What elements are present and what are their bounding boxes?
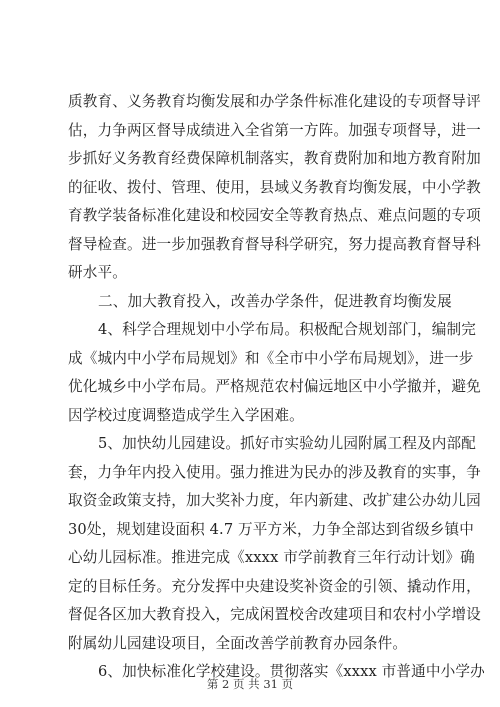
text-line: 研水平。 (68, 264, 127, 281)
text-line: 成《城内中小学布局规划》和《全市中小学布局规划》，进一步 (68, 349, 474, 367)
paragraph-first-line: 6、加快标准化学校建设。贯彻落实《xxxx 市普通中小学办 (98, 663, 485, 680)
text-line: 套，力争年内投入使用。强力推进为民办的涉及教育的实事，争 (68, 463, 481, 481)
text-line: 估，力争两区督导成绩进入全省第一方阵。加强专项督导，进一 (68, 121, 481, 139)
text-line: 质教育、义务教育均衡发展和办学条件标准化建设的专项督导评 (68, 93, 481, 110)
text-line: 定的目标任务。充分发挥中央建设奖补资金的引领、撬动作用， (68, 577, 481, 595)
text-line: 督导检查。进一步加强教育督导科学研究，努力提高教育督导科 (68, 235, 481, 253)
text-line: 30处，规划建设面积 4.7 万平方米，力争全部达到省级乡镇中 (68, 520, 474, 538)
text-line: 的征收、拨付、管理、使用，县域义务教育均衡发展，中小学教 (68, 178, 481, 196)
text-line: 步抓好义务教育经费保障机制落实，教育费附加和地方教育附加 (68, 150, 481, 167)
text-line: 附属幼儿园建设项目，全面改善学前教育办园条件。 (68, 634, 408, 652)
page-number-footer: 第 2 页 共 31 页 (206, 677, 294, 691)
paragraph-first-line: 二、加大教育投入，改善办学条件，促进教育均衡发展 (98, 292, 452, 310)
text-line: 优化城乡中小学布局。严格规范农村偏远地区中小学撤并，避免 (68, 378, 481, 395)
paragraph-first-line: 5、加快幼儿园建设。抓好市实验幼儿园附属工程及内部配 (98, 435, 477, 452)
body-text (68, 88, 485, 687)
text-line: 心幼儿园标准。推进完成《xxxx 市学前教育三年行动计划》确 (68, 549, 475, 566)
text-line: 督促各区加大教育投入，完成闲置校舍改建项目和农村小学增设 (68, 606, 481, 623)
text-line: 取资金政策支持，加大奖补力度，年内新建、改扩建公办幼儿园 (68, 492, 481, 509)
paragraph-first-line: 4、科学合理规划中小学布局。积极配合规划部门，编制完 (98, 321, 477, 338)
text-line: 因学校过度调整造成学生入学困难。 (68, 406, 304, 424)
text-line: 育教学装备标准化建设和校园安全等教育热点、难点问题的专项 (68, 207, 481, 224)
